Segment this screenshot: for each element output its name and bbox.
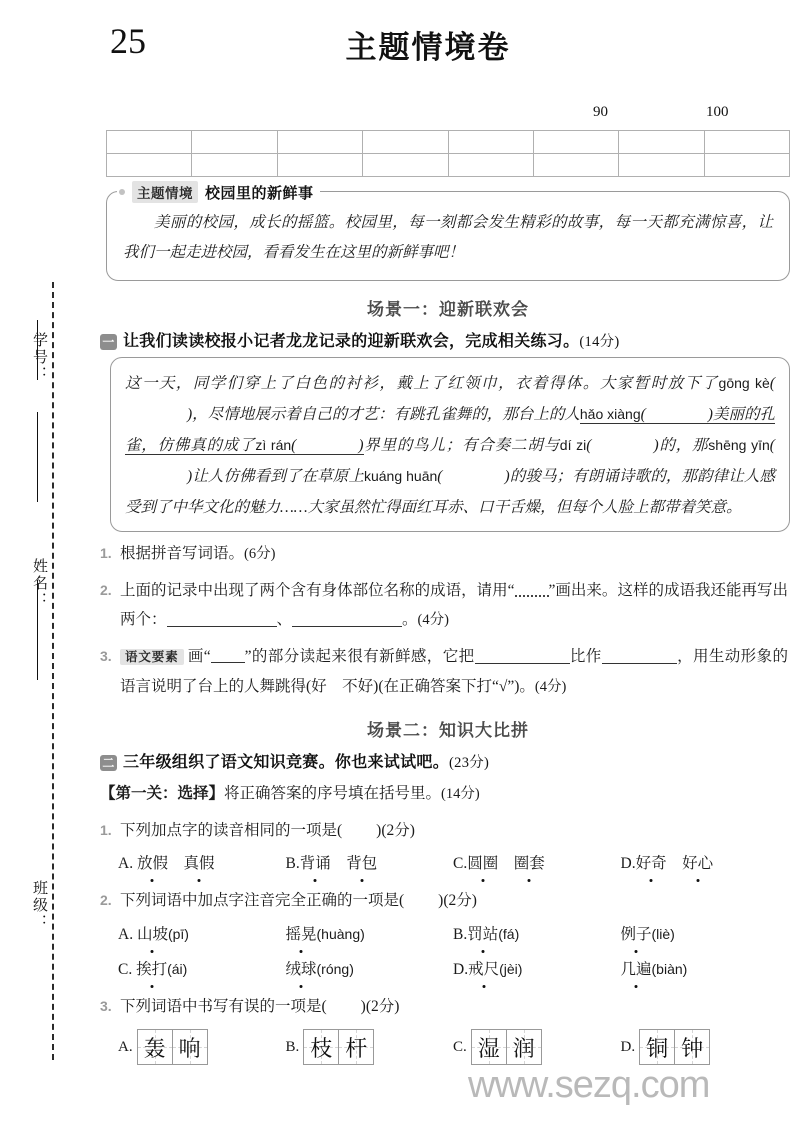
scene-2-question-1 (100, 816, 788, 845)
question-number: 3. (100, 998, 112, 1014)
option-word: 圆圈 (467, 849, 498, 879)
question-stem: 下列词语中书写有误的一项是( (120, 998, 327, 1015)
tianzige-cell: 润 (506, 1030, 541, 1064)
pinyin-sheng-yin: shēng yīn (708, 437, 770, 453)
scene-1-heading: 场景一：迎新联欢会 (367, 300, 529, 319)
wavy-underline-mark-icon (515, 595, 549, 597)
option-pinyin: (huàng) (316, 926, 365, 942)
level-header-text (100, 779, 788, 809)
option-pinyin: (ái) (167, 961, 188, 977)
tianzige-cell: 钟 (674, 1030, 709, 1064)
question-text (120, 816, 788, 845)
scene-1-question-2 (100, 576, 788, 635)
scene-2-question-1-options (118, 849, 788, 879)
option-b[interactable] (453, 919, 621, 950)
page-number: 25 (110, 21, 146, 61)
score-cell[interactable] (619, 131, 704, 154)
option-letter: D. (620, 1038, 636, 1055)
question-points: )(2分) (360, 998, 400, 1015)
passage-text-6: 让人仿佛看到了在草原上 (192, 468, 364, 485)
grid-option-a[interactable] (118, 1029, 286, 1065)
option-letter: B. (285, 855, 300, 872)
scene-2-level-1-header (100, 779, 788, 809)
question-points: (4分) (417, 612, 449, 628)
score-cell[interactable] (192, 154, 277, 177)
language-element-badge: 语文要素 (120, 649, 184, 665)
sidebar-rule-3 (37, 580, 38, 680)
option-b-second[interactable] (621, 919, 789, 950)
question-stem-part3: 、 (276, 611, 293, 628)
answer-blank-metaphor-source[interactable] (475, 645, 570, 664)
option-d[interactable] (621, 849, 789, 879)
scene-1-question-1 (100, 539, 788, 569)
score-cell[interactable] (277, 154, 362, 177)
question-number: 1. (100, 822, 112, 838)
score-cell[interactable] (107, 131, 192, 154)
scene-1-big-question-text: 让我们读读校报小记者龙龙记录的迎新联欢会，完成相关练习。 (123, 333, 580, 350)
question-text (120, 642, 788, 702)
tianzige-box (303, 1029, 374, 1065)
passage-text-5: 的，那 (658, 437, 709, 454)
level-instruction: 将正确答案的序号填在括号里。 (224, 785, 442, 802)
question-points: )(2分) (376, 822, 415, 839)
question-number: 3. (100, 648, 112, 664)
question-stem-part1: 上面的记录中出现了两个含有身体部位名称的成语，请用“ (120, 582, 515, 599)
option-word: 山坡 (137, 920, 168, 950)
scene-2-question-2 (100, 886, 788, 915)
option-pinyin: (jèi) (499, 961, 523, 977)
question-number: 2. (100, 892, 112, 908)
question-text (120, 992, 788, 1021)
question-points: )(2分) (438, 892, 477, 909)
score-cell[interactable] (363, 154, 448, 177)
passage-text-1: 这一天，同学们穿上了白色的衬衫，戴上了红领巾，衣着得体。大家暂时放下了 (125, 375, 719, 392)
scene-2-heading: 场景二：知识大比拼 (367, 721, 529, 740)
page-header (96, 0, 800, 78)
option-word: 圈套 (514, 849, 545, 879)
score-cell[interactable] (619, 154, 704, 177)
pinyin-gong-ke: gōng kè (718, 375, 770, 391)
option-b[interactable] (286, 849, 454, 879)
tianzige-cell: 湿 (472, 1030, 506, 1064)
option-pinyin: (fá) (498, 926, 520, 942)
section-marker-one: 一 (100, 334, 117, 350)
score-label-90: 90 (593, 104, 608, 120)
option-letter: C. (453, 1038, 467, 1055)
question-stem-part3: 比作 (569, 648, 602, 665)
scene-2-question-2-options-row-1 (118, 919, 788, 950)
straight-underline-mark-icon (211, 662, 245, 663)
option-letter: D. (620, 855, 636, 872)
option-letter: A. (118, 1038, 133, 1055)
tianzige-box (137, 1029, 208, 1065)
level-label: 【第一关：选择】 (100, 785, 225, 802)
option-d-second[interactable] (621, 954, 789, 985)
grid-option-d[interactable] (621, 1029, 789, 1065)
question-number: 1. (100, 545, 112, 561)
score-cell[interactable] (448, 131, 533, 154)
option-a[interactable] (118, 919, 286, 950)
scene-1-question-3 (100, 642, 788, 702)
tianzige-cell: 枝 (304, 1030, 338, 1064)
pinyin-di-zi: dí zi (559, 437, 587, 453)
tianzige-cell: 轰 (138, 1030, 172, 1064)
option-word: 好奇 (636, 849, 667, 879)
theme-title: 校园里的新鲜事 (205, 184, 314, 202)
passage-text-4: 界里的鸟儿；有合奏二胡与 (363, 437, 560, 454)
option-letter: A. (118, 855, 134, 872)
score-cell[interactable] (363, 131, 448, 154)
question-stem: 下列加点字的读音相同的一项是( (120, 822, 343, 839)
sidebar-rule-2 (37, 412, 38, 502)
option-letter: B. (453, 926, 468, 943)
option-word: 真假 (183, 849, 214, 879)
option-word: 挨打 (136, 955, 167, 985)
score-cell[interactable] (533, 131, 618, 154)
question-number: 2. (100, 582, 112, 598)
grid-option-b[interactable] (286, 1029, 454, 1065)
table-row (107, 131, 790, 154)
answer-blank-metaphor-target[interactable] (602, 645, 677, 664)
pinyin-hao-xiang: hǎo xiàng (579, 406, 641, 422)
option-pinyin: (liè) (651, 926, 675, 942)
option-letter: A. (118, 926, 134, 943)
option-word: 罚站 (467, 920, 498, 950)
scene-1-big-question-points: (14分) (579, 334, 620, 350)
theme-callout-box (106, 184, 790, 281)
option-letter: C. (453, 855, 468, 872)
question-stem: 根据拼音写词语。 (120, 545, 245, 562)
question-text (120, 886, 788, 915)
question-stem-part1: 画“ (187, 648, 211, 665)
scene-2-question-3-options (118, 1029, 788, 1065)
option-pinyin: (róng) (316, 961, 354, 977)
question-text (120, 576, 788, 635)
score-cell[interactable] (277, 131, 362, 154)
option-word: 戒尺 (468, 955, 499, 985)
option-pinyin: (pī) (167, 926, 189, 942)
passage-text-7: 的骏马；有朗诵诗歌的，那韵律让人感受到了中华文化的魅力……大家虽然忙得面红耳赤、口干舌燥，但每个人脸上都带着笑意。 (125, 468, 775, 516)
option-word: 背包 (346, 849, 377, 879)
score-table (106, 130, 790, 177)
option-c[interactable] (118, 954, 286, 985)
scene-2-question-3 (100, 992, 788, 1021)
level-points: (14分) (441, 786, 480, 802)
pinyin-kuang-huan: kuáng huān (363, 468, 438, 484)
option-word: 好心 (682, 849, 713, 879)
passage-text-2: ，尽情地展示着自己的才艺：有跳孔雀舞的，那台上的人 (192, 406, 580, 423)
sidebar-field-student-id: 学号： (31, 332, 48, 383)
score-cell[interactable] (448, 154, 533, 177)
theme-paragraph: 美丽的校园，成长的摇篮。校园里，每一刻都会发生精彩的故事，每一天都充满惊喜，让我们一起走进校园，看看发生在这里的新鲜事吧！ (123, 214, 773, 261)
question-stem-part2: ”的部分读起来很有新鲜感，它把 (244, 648, 475, 665)
passage-text-3: 美丽的孔雀，仿佛真的成了 (125, 406, 775, 454)
scene-2-big-question-points: (23分) (449, 755, 490, 771)
question-text (120, 539, 788, 569)
tianzige-box (471, 1029, 542, 1065)
question-stem: 下列词语中加点字注音完全正确的一项是( (120, 892, 405, 909)
answer-blank-idiom-1[interactable] (167, 608, 277, 627)
reading-passage-box: 这一天，同学们穿上了白色的衬衫，戴上了红领巾，衣着得体。大家暂时放下了gōng kè()，尽情地展示着自己的才艺：有跳孔雀舞的，那台上的人hǎo xiàng( )美丽的孔雀，仿佛真的成了zì rán( )界里的鸟儿；有合奏二胡与dí zi( )的，那shēng yīn()让人仿佛看到了在草原上kuáng huān( )的骏马；有朗诵诗歌的，那韵律让人感受到了中华文化的魅力……大家虽然忙得面红耳赤、口干舌燥，但每个人脸上都带着笑意。 (110, 357, 790, 532)
fold-dashed-line (52, 282, 54, 1060)
score-label-100: 100 (706, 104, 729, 120)
question-stem-part4: ，用生动形象的语言说明了台上的人舞跳得(好 不好)(在正确答案下打“√”)。 (120, 648, 788, 695)
site-watermark: www.sezq.com (468, 1064, 710, 1106)
tianzige-cell: 杆 (338, 1030, 373, 1064)
page-content (96, 0, 800, 1131)
option-word: 绒球 (286, 955, 317, 985)
option-word: 例子 (621, 920, 652, 950)
scene-1-big-question (100, 328, 790, 351)
section-marker-two: 二 (100, 755, 117, 771)
option-word: 背诵 (300, 849, 331, 879)
tianzige-cell: 响 (172, 1030, 207, 1064)
score-cell[interactable] (192, 131, 277, 154)
option-d[interactable] (453, 954, 621, 985)
sidebar-field-class: 班级： (31, 880, 48, 931)
score-table-labels (106, 104, 790, 126)
score-cell[interactable] (704, 154, 789, 177)
left-margin-strip (0, 0, 96, 1131)
bullet-dot-icon (119, 189, 125, 195)
option-c-second[interactable] (286, 954, 454, 985)
option-c[interactable] (453, 849, 621, 879)
question-points: (4分) (534, 679, 567, 695)
option-a[interactable] (118, 849, 286, 879)
scene-2-big-question (100, 749, 790, 772)
grid-option-c[interactable] (453, 1029, 621, 1065)
score-cell[interactable] (107, 154, 192, 177)
option-word: 摇晃 (286, 920, 317, 950)
sidebar-field-name: 姓名： (31, 558, 48, 609)
option-a-second[interactable] (286, 919, 454, 950)
option-letter: D. (453, 961, 469, 978)
theme-tag-row (117, 181, 320, 203)
option-letter: B. (285, 1038, 300, 1055)
score-cell[interactable] (533, 154, 618, 177)
tianzige-box (639, 1029, 710, 1065)
question-stem-part4: 。 (402, 611, 418, 628)
option-word: 几遍 (621, 955, 652, 985)
score-table-section (106, 104, 790, 177)
option-word: 放假 (137, 849, 168, 879)
answer-blank-idiom-2[interactable] (292, 608, 402, 627)
page-title: 主题情境卷 (345, 30, 511, 65)
option-pinyin: (biàn) (651, 961, 688, 977)
theme-tag-badge: 主题情境 (132, 181, 198, 203)
table-row (107, 154, 790, 177)
option-letter: C. (118, 961, 133, 978)
question-stem-part2: ”画出来。这样的成语我还能再写出两个： (120, 582, 788, 628)
score-cell[interactable] (704, 131, 789, 154)
scene-2-big-question-text: 三年级组织了语文知识竞赛。你也来试试吧。 (123, 754, 450, 771)
question-points: (6分) (244, 546, 276, 562)
scene-2-question-2-options-row-2 (118, 954, 788, 985)
tianzige-cell: 铜 (640, 1030, 674, 1064)
pinyin-zi-ran: zì rán (255, 437, 292, 453)
